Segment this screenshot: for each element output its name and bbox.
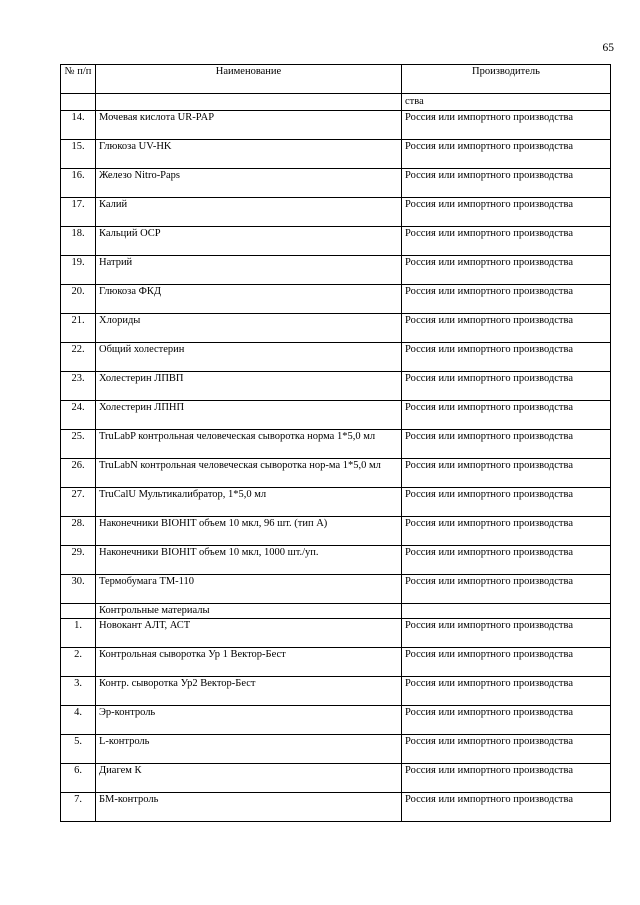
row-manufacturer: Россия или импортного производства [402,256,611,285]
table-row [61,401,611,430]
table-row [61,372,611,401]
row-name: Наконечники BIOHIT объем 10 мкл, 96 шт. (тип А) [96,517,402,546]
table-row [61,546,611,575]
row-number: 22. [61,343,96,372]
row-number: 24. [61,401,96,430]
row-manufacturer: Россия или импортного производства [402,488,611,517]
row-name: Контр. сыворотка Ур2 Вектор-Бест [96,677,402,706]
table-row [61,140,611,169]
row-name: Холестерин ЛПНП [96,401,402,430]
row-name: L-контроль [96,735,402,764]
row-manufacturer: Россия или импортного производства [402,546,611,575]
row-number: 30. [61,575,96,604]
section-header-row [61,604,611,619]
row-manufacturer: Россия или импортного производства [402,372,611,401]
table-header-row [61,65,611,94]
row-number: 19. [61,256,96,285]
row-name: Общий холестерин [96,343,402,372]
row-name: Диагем К [96,764,402,793]
row-number: 25. [61,430,96,459]
page-number: 65 [602,42,614,54]
row-number: 21. [61,314,96,343]
table-row [61,619,611,648]
row-number: 27. [61,488,96,517]
row-number: 17. [61,198,96,227]
continuation-row [61,94,611,111]
row-name: Калий [96,198,402,227]
table-row [61,793,611,822]
row-manufacturer: Россия или импортного производства [402,111,611,140]
continuation-manufacturer: ства [402,94,611,111]
row-manufacturer: Россия или импортного производства [402,706,611,735]
row-number: 7. [61,793,96,822]
row-name: Холестерин ЛПВП [96,372,402,401]
table-row [61,575,611,604]
row-number: 18. [61,227,96,256]
row-number: 16. [61,169,96,198]
row-name: БМ-контроль [96,793,402,822]
table-row [61,648,611,677]
row-number: 3. [61,677,96,706]
row-name: Натрий [96,256,402,285]
row-manufacturer: Россия или импортного производства [402,793,611,822]
row-manufacturer: Россия или импортного производства [402,735,611,764]
row-number: 4. [61,706,96,735]
table-row [61,517,611,546]
section-number-cell [61,604,96,619]
header-number: № п/п [61,65,96,94]
table-row [61,169,611,198]
row-number: 23. [61,372,96,401]
table-row [61,735,611,764]
table-row [61,198,611,227]
row-manufacturer: Россия или импортного производства [402,764,611,793]
row-manufacturer: Россия или импортного производства [402,430,611,459]
row-name: Новокант АЛТ, АСТ [96,619,402,648]
products-table [60,64,611,822]
header-manufacturer: Производитель [402,65,611,94]
row-manufacturer: Россия или импортного производства [402,459,611,488]
row-name: TruLabP контрольная человеческая сыворотка норма 1*5,0 мл [96,430,402,459]
row-number: 20. [61,285,96,314]
row-manufacturer: Россия или импортного производства [402,314,611,343]
table-row [61,227,611,256]
row-name: Кальций OCP [96,227,402,256]
section-title: Контрольные материалы [96,604,402,619]
row-number: 6. [61,764,96,793]
table-row [61,677,611,706]
header-name: Наименование [96,65,402,94]
row-name: Железо Nitro-Paps [96,169,402,198]
row-number: 5. [61,735,96,764]
table-row [61,285,611,314]
row-number: 2. [61,648,96,677]
continuation-number [61,94,96,111]
table-row [61,706,611,735]
row-manufacturer: Россия или импортного производства [402,401,611,430]
row-manufacturer: Россия или импортного производства [402,575,611,604]
row-manufacturer: Россия или импортного производства [402,140,611,169]
row-name: Глюкоза ФКД [96,285,402,314]
row-manufacturer: Россия или импортного производства [402,285,611,314]
row-manufacturer: Россия или импортного производства [402,677,611,706]
table-row [61,430,611,459]
row-manufacturer: Россия или импортного производства [402,517,611,546]
row-number: 29. [61,546,96,575]
table-body [61,94,611,822]
table-row [61,256,611,285]
row-name: Глюкоза UV-HK [96,140,402,169]
table-row [61,343,611,372]
row-name: Мочевая кислота UR-PAP [96,111,402,140]
row-number: 15. [61,140,96,169]
table-row [61,111,611,140]
table-row [61,488,611,517]
continuation-name [96,94,402,111]
row-name: Эр-контроль [96,706,402,735]
row-name: Хлориды [96,314,402,343]
table-row [61,459,611,488]
table-row [61,314,611,343]
row-manufacturer: Россия или импортного производства [402,227,611,256]
row-number: 1. [61,619,96,648]
row-name: Термобумага ТМ-110 [96,575,402,604]
section-manufacturer-cell [402,604,611,619]
row-manufacturer: Россия или импортного производства [402,648,611,677]
row-number: 28. [61,517,96,546]
row-name: TruLabN контрольная человеческая сыворотка нор-ма 1*5,0 мл [96,459,402,488]
row-manufacturer: Россия или импортного производства [402,198,611,227]
table-row [61,764,611,793]
row-number: 14. [61,111,96,140]
row-manufacturer: Россия или импортного производства [402,343,611,372]
row-name: Контрольная сыворотка Ур 1 Вектор-Бест [96,648,402,677]
row-manufacturer: Россия или импортного производства [402,619,611,648]
row-name: Наконечники BIOHIT объем 10 мкл, 1000 шт./уп. [96,546,402,575]
row-number: 26. [61,459,96,488]
row-name: TruCalU Мультикалибратор, 1*5,0 мл [96,488,402,517]
row-manufacturer: Россия или импортного производства [402,169,611,198]
